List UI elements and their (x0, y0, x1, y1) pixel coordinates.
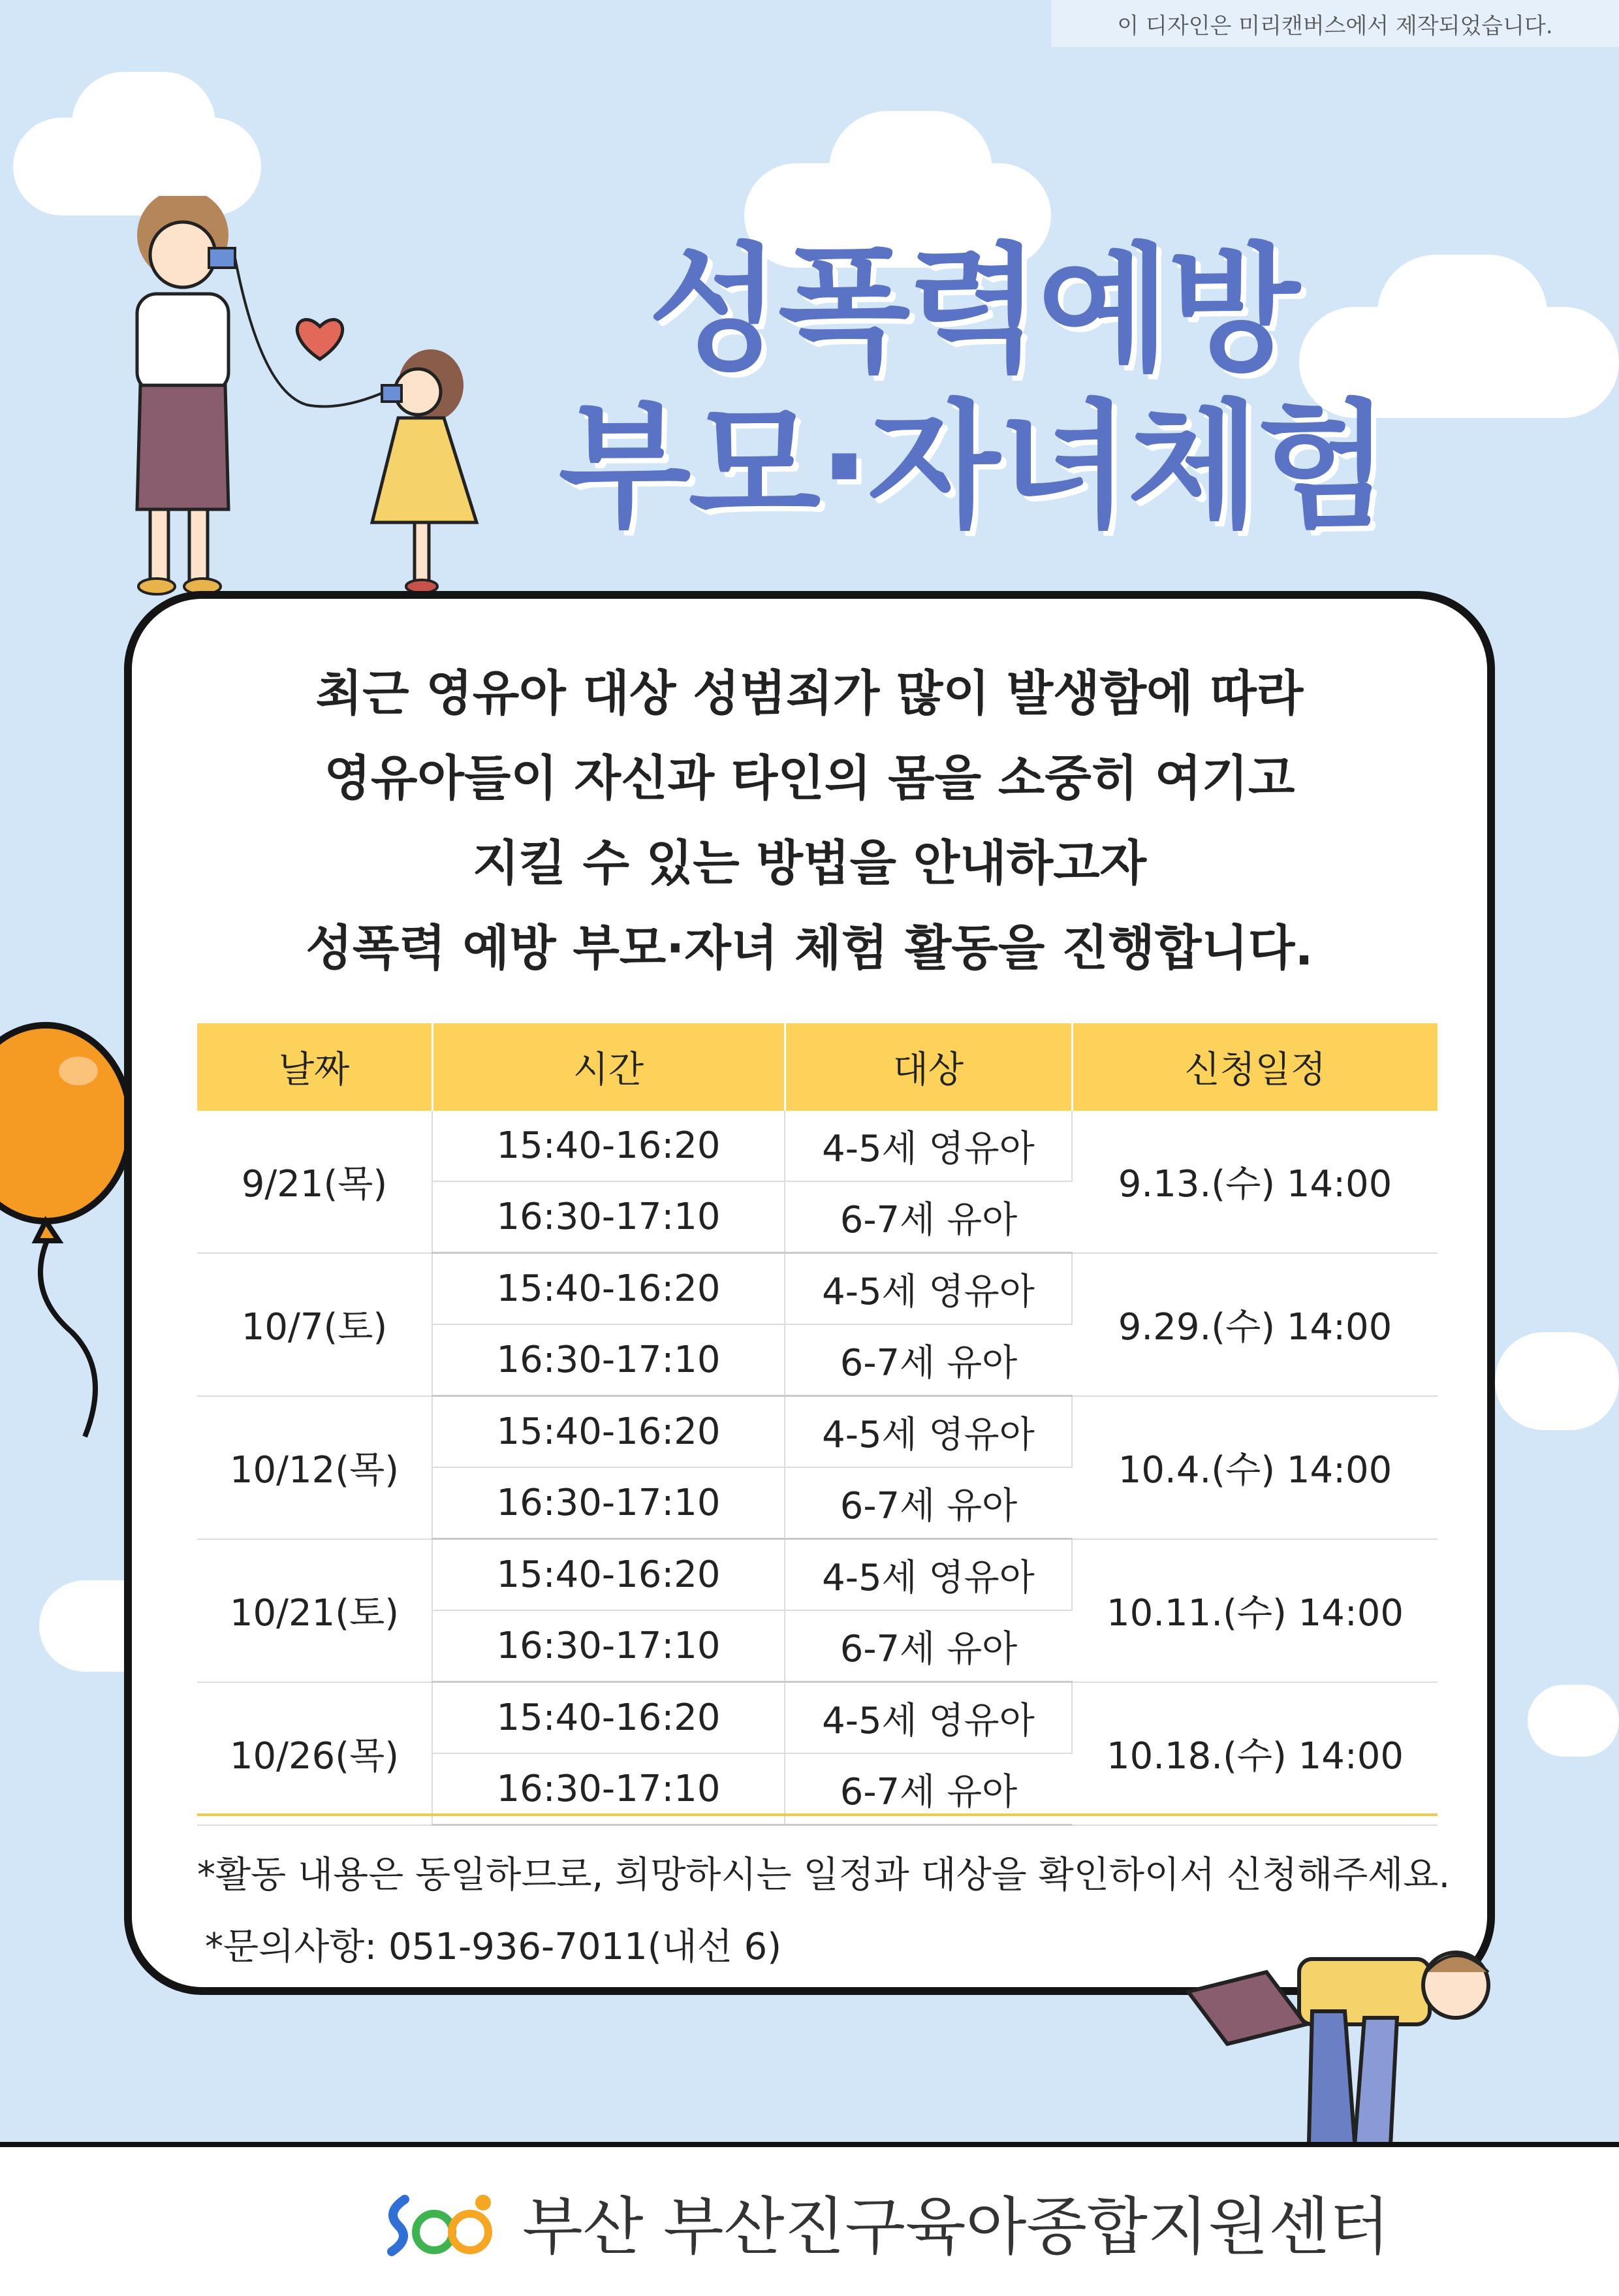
intro-line: 최근 영유아 대상 성범죄가 많이 발생함에 따라 (315, 665, 1304, 722)
target-cell: 6-7세 유아 (785, 1753, 1072, 1825)
table-row (197, 1253, 1438, 1325)
table-row (197, 1539, 1438, 1611)
table-row (197, 1111, 1438, 1181)
target-cell: 4-5세 영유아 (785, 1682, 1072, 1754)
balloon-illustration (0, 1006, 144, 1450)
footer (0, 2142, 1619, 2296)
target-cell: 4-5세 영유아 (785, 1539, 1072, 1611)
intro-line: 성폭력 예방 부모·자녀 체험 활동을 진행합니다. (306, 920, 1313, 976)
apply-cell: 10.4.(수) 14:00 (1072, 1396, 1438, 1539)
mother-child-phone-illustration (111, 196, 503, 601)
header-time: 시간 (432, 1023, 785, 1111)
apply-cell: 10.11.(수) 14:00 (1072, 1539, 1438, 1682)
time-cell: 16:30-17:10 (432, 1467, 785, 1539)
date-cell: 9/21(목) (197, 1111, 432, 1253)
time-cell: 16:30-17:10 (432, 1181, 785, 1253)
time-cell: 16:30-17:10 (432, 1610, 785, 1682)
time-cell: 15:40-16:20 (432, 1253, 785, 1325)
target-cell: 6-7세 유아 (785, 1467, 1072, 1539)
intro-line: 지킬 수 있는 방법을 안내하고자 (472, 835, 1147, 891)
time-cell: 15:40-16:20 (432, 1111, 785, 1181)
target-cell: 6-7세 유아 (785, 1610, 1072, 1682)
intro-line: 영유아들이 자신과 타인의 몸을 소중히 여기고 (324, 750, 1295, 806)
activity-note: *활동 내용은 동일하므로, 희망하시는 일정과 대상을 확인하이서 신청해주세요. (197, 1854, 1451, 1896)
time-cell: 16:30-17:10 (432, 1324, 785, 1396)
date-cell: 10/21(토) (197, 1539, 432, 1682)
date-cell: 10/7(토) (197, 1253, 432, 1396)
date-cell: 10/12(목) (197, 1396, 432, 1539)
target-cell: 4-5세 영유아 (785, 1111, 1072, 1181)
table-bottom-rule (197, 1813, 1438, 1816)
table-row (197, 1396, 1438, 1468)
info-card (124, 591, 1495, 1995)
title-line-2: 부모·자녀체험 (558, 387, 1387, 547)
apply-cell: 9.29.(수) 14:00 (1072, 1253, 1438, 1396)
time-cell: 15:40-16:20 (432, 1396, 785, 1468)
apply-cell: 10.18.(수) 14:00 (1072, 1682, 1438, 1825)
header-target: 대상 (785, 1023, 1072, 1111)
target-cell: 4-5세 영유아 (785, 1253, 1072, 1325)
organization-name: 부산 부산진구육아종합지원센터 (522, 2190, 1390, 2263)
table-row (197, 1682, 1438, 1754)
schedule-table (197, 1023, 1438, 1826)
target-cell: 6-7세 유아 (785, 1181, 1072, 1253)
time-cell: 15:40-16:20 (432, 1539, 785, 1611)
date-cell: 10/26(목) (197, 1682, 432, 1825)
title-line-1: 성폭력예방 (648, 230, 1298, 390)
design-credit-note: 이 디자인은 미리캔버스에서 제작되었습니다. (1051, 0, 1619, 47)
center-logo-icon (385, 2186, 503, 2258)
time-cell: 16:30-17:10 (432, 1753, 785, 1825)
intro-text (132, 651, 1487, 991)
apply-cell: 9.13.(수) 14:00 (1072, 1111, 1438, 1253)
time-cell: 15:40-16:20 (432, 1682, 785, 1754)
target-cell: 4-5세 영유아 (785, 1396, 1072, 1468)
contact-note: *문의사항: 051-936-7011(내선 6) (205, 1926, 782, 1968)
header-date: 날짜 (197, 1023, 432, 1111)
target-cell: 6-7세 유아 (785, 1324, 1072, 1396)
table-header-row (197, 1023, 1438, 1111)
header-apply: 신청일정 (1072, 1023, 1438, 1111)
